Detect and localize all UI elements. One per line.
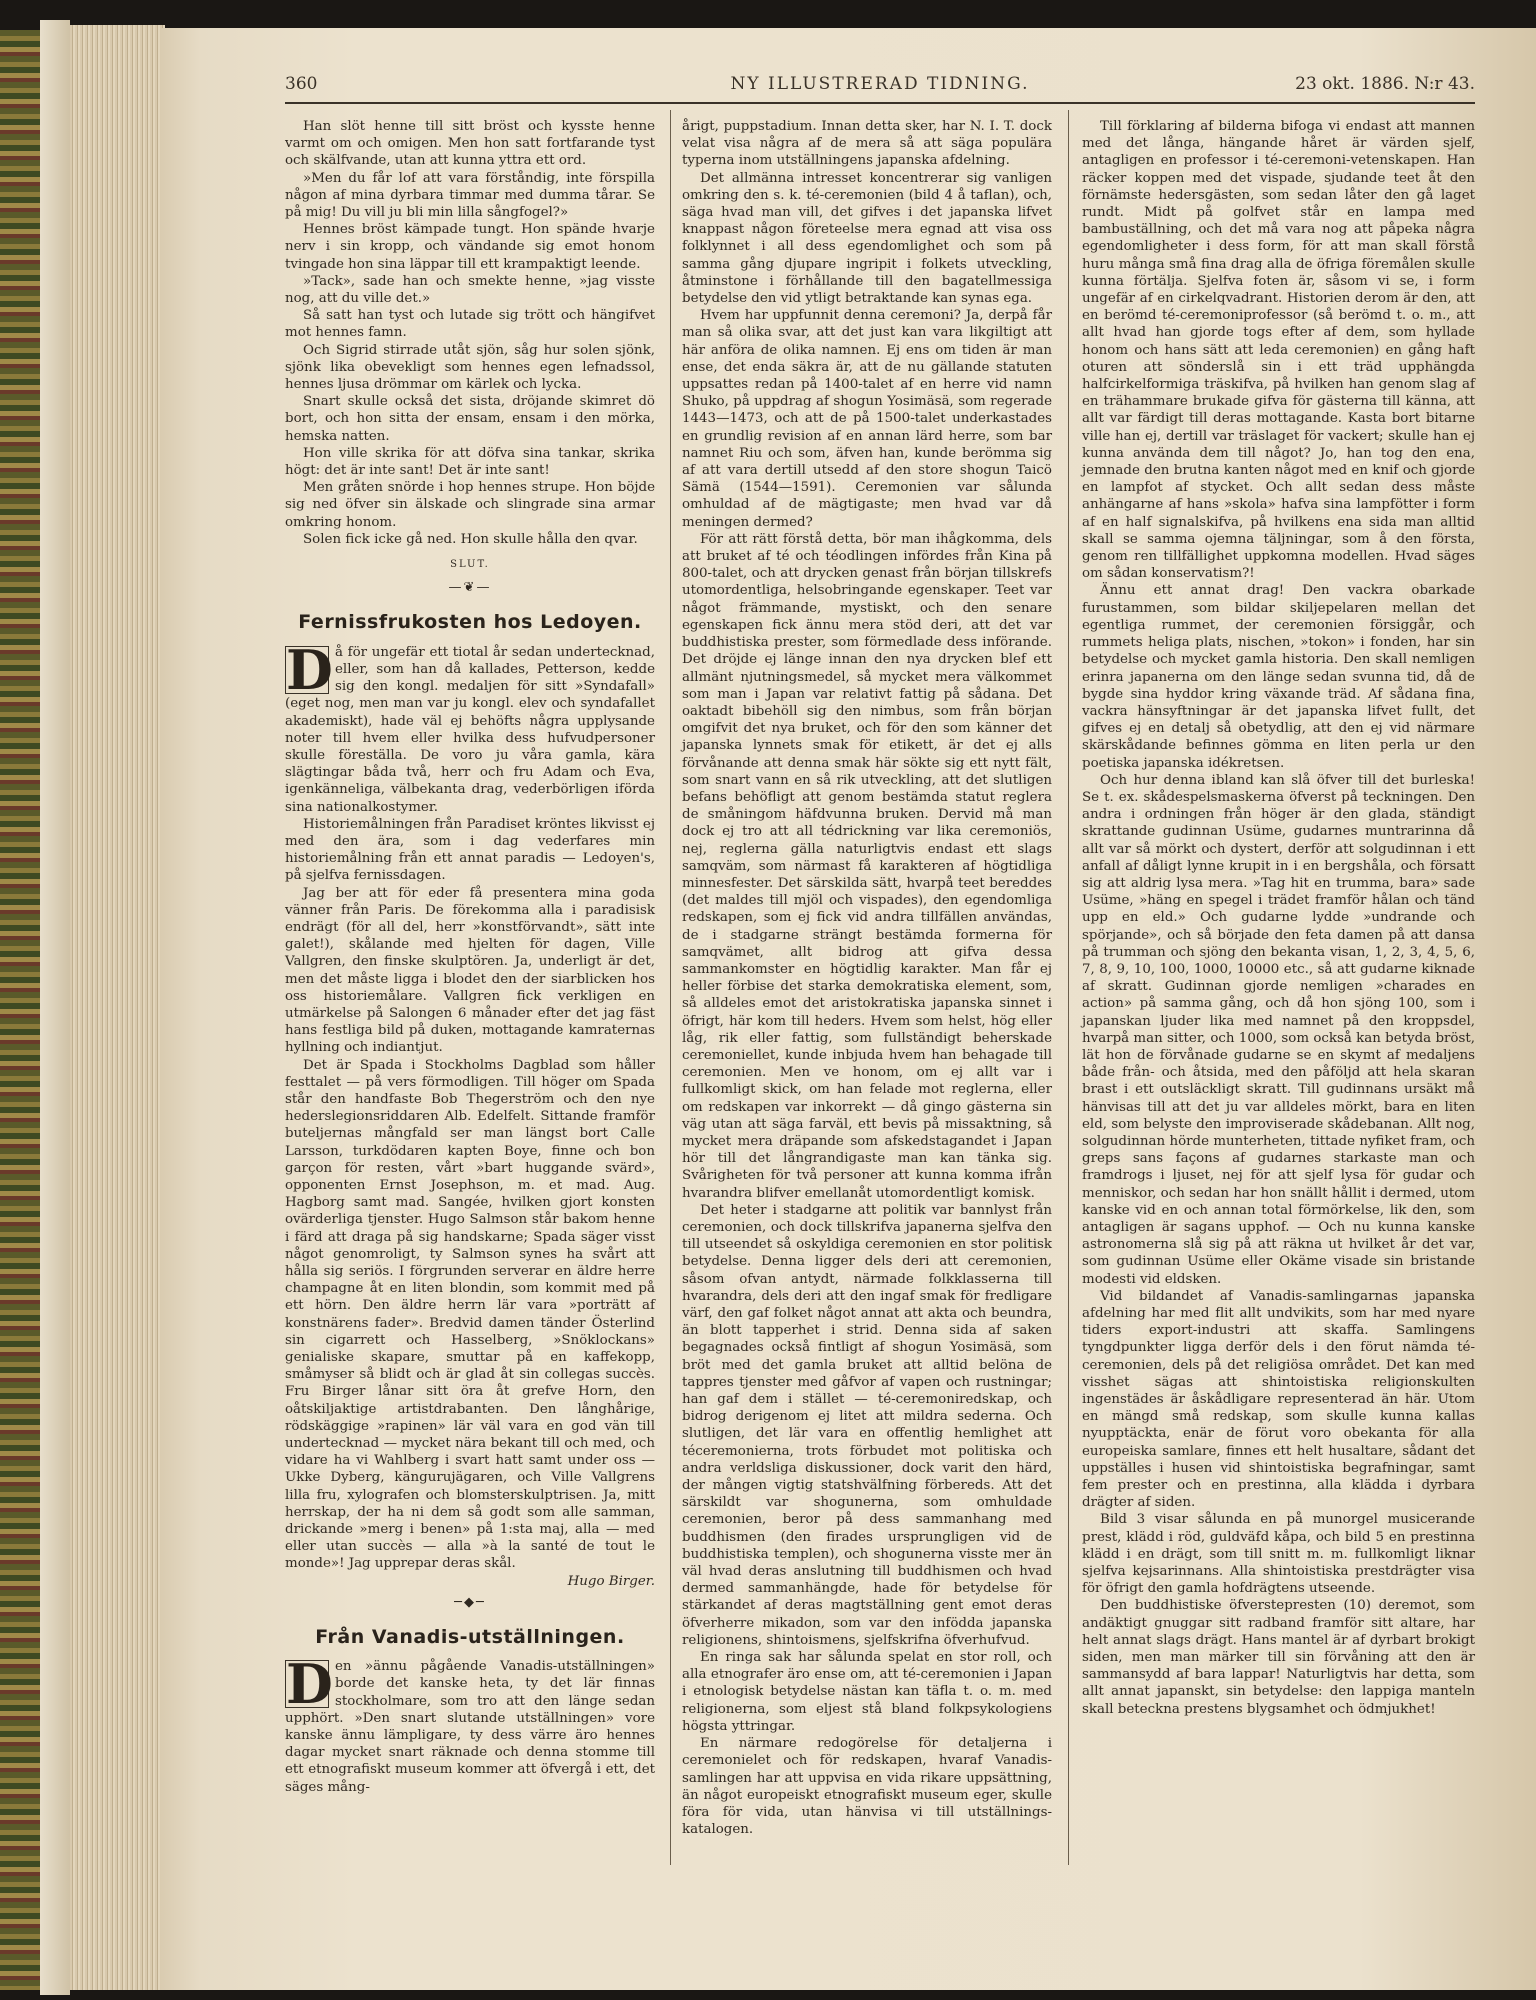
- paragraph: Det allmänna intresset koncentrerar sig vanligen omkring den s. k. té-ceremonien (bild 4 å taflan), och, säga hvad man vill, det gifves i det japanska lifvet knappast någon företeelse mera egnad att visa oss folklynnet i all dess egendomlighet och som på samma gång djupare ingripit i folkets utveckling, åtminstone i förhållande till den bagatellmessiga betydelse den vid ytligt betraktande kan synas ega.: [682, 170, 1052, 307]
- paragraph: Jag ber att för eder få presentera mina goda vänner från Paris. De förekomma alla i paradisisk endrägt (för all del, herr »konstförvandt», sätt inte galet!), skålande med hjelten för dagen, Ville Vallgren, den finske skulptören. Ja, underligt är det, men det måste ligga i blodet den der siarblicken hos oss historiemålare. Vallgren fick verkligen en utmärkelse på Salongen 6 månader efter det jag fäst hans festliga bild på duken, mottagande kamraternas hyllning och indiantjut.: [285, 885, 655, 1056]
- paragraph: Och Sigrid stirrade utåt sjön, såg hur solen sjönk, sjönk lika obevekligt som hennes egen lefnadssol, hennes ljusa drömmar om kärlek och lycka.: [285, 342, 655, 393]
- paragraph: En ringa sak har sålunda spelat en stor roll, och alla etnografer äro ense om, att té-ceremonien i Japan i etnologisk betydelse nästan kan täfla t. o. m. med religionerna, som eljest stå bland folkpsykologiens högsta yttringar.: [682, 1650, 1052, 1734]
- paragraph: »Tack», sade han och smekte henne, »jag visste nog, att du ville det.»: [285, 273, 655, 307]
- paragraph: Ännu ett annat drag! Den vackra obarkade furustammen, som bildar skiljepelaren mellan det egentliga rummet, der ceremonien försiggår, och rummets heliga plats, nischen, »tokon» i fonden, har sin betydelse och mycket gamla historia. Den skall nemligen erinra japanerna om den länge sedan svunna tid, då de bygde sina hyddor kring växande träd. Af sådana fina, vackra hänsyftningar är det japanska lifvet fullt, det gifves ej en detalj så obetydlig, att den ej vid närmare skärskådande befinnes gömma en liten perla ur den poetiska japanska idékretsen.: [1082, 583, 1475, 771]
- paragraph: Snart skulle också det sista, dröjande skimret dö bort, och hon sitta der ensam, ensam i den mörka, hemska natten.: [285, 394, 655, 444]
- paragraph: Till förklaring af bilderna bifoga vi endast att mannen med det långa, hängande håret är värden sjelf, antagligen en professor i té-ceremoni-vetenskapen. Han räcker koppen med det vispade, sjudande teet åt den förnämste hedersgästen, som sedan låter den gå laget rundt. Midt på golfvet står en lampa med bambuställning, och det må vara nog att påpeka några egendomligheter i dess form, för att man skall förstå huru många små fina drag alla de öfriga föremålen skulle kunna förtälja. Sjelfva foten är, såsom vi se, i form ungefär af en cirkelqvadrant. Historien derom är den, att en berömd té-ceremoniprofessor (så berömd t. o. m., att allt hvad han gjorde togs efter af dem, som hyllade honom och hans sätt att leda ceremonien) en gång haft oturen att sönderslå sin i ett träd upphängda halfcirkelformiga träskifva, på hvilken han genom slag af en trähammare brukade gifva för gästerna till känna, att allt var färdigt till deras mottagande. Kasta bort bitarne ville han ej, dertill var träslaget för vackert; skulle han ej kunna använda dem till något? Jo, han tog den ena, jemnade den brutna kanten något med en knif och gjorde en lampfot af stycket. Och allt sedan dess måste anhängarne af hans »skola» hafva sina lampfötter i form af en half signalskifva, på hvilkens ena sida man alltid skall se samma ojemna täljningar, som å den första, genom ren tillfällighet uppkomna modellen. Hvad säges om sådan konservatism?!: [1082, 119, 1475, 582]
- drop-cap: D: [286, 637, 333, 702]
- paragraph: Den buddhistiske öfverstepresten (10) deremot, som andäktigt gnuggar sitt radband framför sitt altare, har helt annat slags drägt. Hans mantel är af dyrbart brokigt siden, men man märker till sin förvåning att den är sammansydd af bara lappar! Naturligtvis har detta, som allt annat japanskt, sin betydelse: den lappiga manteln skall beteckna prestens blygsamhet och ödmjukhet!: [1082, 1598, 1475, 1717]
- story-end-mark: SLUT.: [450, 559, 490, 571]
- article-title: Fernissfrukosten hos Ledoyen.: [298, 611, 642, 634]
- paragraph: Solen fick icke gå ned. Hon skulle hålla den qvar.: [303, 531, 638, 547]
- ornament-divider: ─◆─: [454, 1594, 486, 1610]
- header-rule: [285, 102, 1475, 104]
- page-header: [285, 74, 1475, 98]
- paragraph: Det heter i stadgarne att politik var bannlyst från ceremonien, och dock tillskrifva japanerna sjelfva den till utseendet så oskyldiga ceremonien en stor politisk betydelse. Denna ligger dels deri att ceremonien, såsom ofvan antydt, närmade folkklasserna till hvarandra, dels deri att den ingaf smak för fredligare värf, den gaf folket något annat att akta och beundra, än blott tapperhet i strid. Denna sida af saken begagnades också fintligt af shogun Yosimäsä, som bröt med det gamla bruket att alltid belöna de tappres tjenster med gåfvor af vapen och rustningar; han gaf dem i stället — té-ceremoniredskap, och bidrog derigenom ej litet att mildra sederna. Och slutligen, det lär vara en offentlig hemlighet att téceremonierna, trots förbudet mot politiska och andra verldsliga diskussioner, dock varit den härd, der mången vigtig statshvälfning förbereds. Att det särskildt var shogunerna, som omhuldade ceremonien, beror på dess sammanhang med buddhismen (den firades ursprungligen vid de buddhistiska templen), och shogunerna visste mer än väl hvad deras anslutning till buddhismen och hvad dermed sammanhängde, hade för betydelse för stärkandet af deras magtställning gent emot deras öfverherre mikadon, som var den infödda japanska religionens, shintoismens, sjelfskrifna öfverhufvud.: [682, 1202, 1052, 1648]
- binding-edge: [40, 20, 70, 1995]
- drop-cap: D: [286, 1652, 333, 1717]
- article-title: Från Vanadis-utställningen.: [315, 1626, 625, 1649]
- signature: Hugo Birger.: [567, 1573, 655, 1589]
- paragraph: En närmare redogörelse för detaljerna i ceremonielet och för redskapen, hvaraf Vanadis-samlingen har att uppvisa en vida rikare uppsättning, än något europeiskt etnografiskt museum eger, skulle föra för vida, utan hänvisa vi till utställnings-katalogen.: [682, 1736, 1052, 1838]
- paragraph: Men gråten snörde i hop hennes strupe. Hon böjde sig ned öfver sin älskade och slingrade sina armar omkring honom.: [285, 480, 655, 530]
- paragraph: För att rätt förstå detta, bör man ihågkomma, dels att bruket af té och téodlingen infördes från Kina på 800-talet, och att drycken genast från början tillskrefs utomordentliga, helsobringande egenskaper. Teet var något främmande, mystiskt, och den senare egenskapen fick ännu mera stöd deri, att det var buddhistiska prester, som förmedlade dess införande. Det dröjde ej länge innan den nya drycken blef ett allmänt njutningsmedel, så mycket mera välkommet som man i Japan var relativt fattig på sådana. Det oaktadt bibehöll sig den nimbus, som från början omgifvit det nya bruket, och för den som känner det japanska lynnets smak för etikett, är det ej alls förvånande att denna smak här sökte sig ett nytt fält, som snart vann en så rik utveckling, att det slutligen befans behöfligt att genom bestämda statut reglera de småningom häfdvunna bruken. Dervid må man dock ej tro att all tédrickning var lika ceremoniös, nej, reglerna gälla naturligtvis endast ett slags samqväm, som närmast få karakteren af högtidliga minnesfester. Det särskilda sätt, hvarpå teet bereddes (det maldes till mjöl och vispades), den egendomliga redskapen, som ej fick vid andra tillfällen användas, de i stadgarne strängt bestämda formerna för samqvämet, allt bidrog att gifva dessa sammankomster en högtidlig karakter. Man får ej heller förbise det starka demokratiska element, som, så alldeles emot det aristokratiska japanska sinnet i öfrigt, här kom till heders. Hvem som helst, hög eller låg, rik eller fattig, som fullständigt beherskade ceremoniellet, kunde inbjuda hvem han behagade till ceremonien. Men ve honom, om ej allt var i fullkomligt skick, om han felade mot reglerna, eller om redskapen var inkorrekt — då gingo gästerna sin väg utan att säga farväl, ett bevis på missaktning, så mycket mera dräpande som afskedstagandet i Japan hör till det långrandigaste man kan tänka sig. Svårigheten för två personer att kunna komma ifrån hvarandra blifver emellanåt utomordentligt komisk.: [682, 531, 1052, 1201]
- paragraph: Historiemålningen från Paradiset kröntes likvisst ej med den ära, som i dag vederfares min historiemålning från ett annat paradis — Ledoyen's, på sjelfva fernissdagen.: [285, 816, 655, 884]
- column-3: [1082, 118, 1475, 1718]
- paragraph: Och hur denna ibland kan slå öfver till det burleska! Se t. ex. skådespelsmaskerna öfverst på teckningen. Den andra i ordningen från höger är den glada, ständigt skrattande gudinnan Usüme, gudarnes muntrarinna då allt var så mörkt och dystert, derför att solgudinnan i ett anfall af dåligt lynne krupit in i en bergshåla, och försatt sig att aldrig lysa mera. »Tag hit en trumma, bara» sade Usüme, »häng en spegel i trädet framför hålan och tänd upp en eld.» Och gudarne lydde »undrande och spörjande», och så började den feta damen på att dansa på trumman och sjöng den bekanta visan, 1, 2, 3, 4, 5, 6, 7, 8, 9, 10, 100, 1000, 10000 etc., så att gudarne kiknade af skratt. Gudinnan gjorde nemligen »charades en action» på samma gång, och då hon sjöng 100, som i japanskan ljuder lika med namnet på den kroppsdel, hvarpå man sitter, och 1000, som också kan betyda bröst, lät hon de förvånade gudarne se en skymt af medaljens både från- och åtsida, med den påföljd att hela skaran brast i ett outsläckligt skratt. Till gudinnans ursäkt må hänvisas till att det ju var alldeles mörkt, bara en liten eld, som belyste den improviserade skådebanan. Allt nog, solgudinnan hörde munterheten, tittade nyfiket fram, och greps sans façons af gudarnes starkaste man och framdrogs i ljuset, nej för att sjelf lysa för gudar och menniskor, och sedan har hon snällt hållit i dermed, utom kanske vid en och annan total förmörkelse, lik den, som antagligen är sagans upphof. — Och nu kunna kanske astronomerna slå sig på att räkna ut hvilket år det var, som gudinnan Usüme eller Okäme visade sin bristande modesti vid eldsken.: [1082, 772, 1475, 1287]
- article-lead: D å för ungefär ett tiotal år sedan undertecknad, eller, som han då kallades, Petterson, kedde sig den kongl. medaljen för sitt »Syndafall» (eget nog, men man var ju kongl. elev och syndafallet akademiskt), hade väl ej behöfts några upplysande noter till hvem eller hvilka dess hufvudpersoner skulle föreställa. De voro ju våra gamla, kära slägtingar båda två, herr och fru Adam och Eva, igenkänneliga, välbekanta drag, vederbörligen iförda sina nationalkostymer.: [285, 637, 655, 815]
- paragraph: Hvem har uppfunnit denna ceremoni? Ja, derpå får man så olika svar, att det just kan vara likgiltigt att här anföra de olika namnen. Ej ens om tiden är man ense, det enda säkra är, att de nu gällande statuten uppsattes redan på 1400-talet af en herre vid namn Shuko, på uppdrag af shogun Yosimäsä, som regerade 1443—1473, och att de på 1500-talet underkastades en grundlig revision af en annan lärd herre, som bar namnet Riu och som, äfven han, kunde berömma sig af att vara dertill utsedd af den store shogun Taicö Sämä (1544—1591). Ceremonien var sålunda omhuldad af de mägtigaste; men hvad var då meningen dermed?: [682, 308, 1052, 530]
- paragraph: Det är Spada i Stockholms Dagblad som håller festtalet — på vers förmodligen. Till höger om Spada står den handfaste Bob Thegerström och den nye hederslegionsriddaren Alb. Edelfelt. Sittande framför buteljernas mångfald ser man längst bort Calle Larsson, turkdödaren kapten Boye, finne och bon garçon för resten, vårt »bart huggande svärd», opponenten Ernst Josephson, m. et mad. Aug. Hagborg samt mad. Sangée, hvilken gjort konsten ovärderliga tjenster. Hugo Salmson står bakom henne i färd att draga på sig handskarne; Spada säger visst något genomroligt, ty Salmson synes ha svårt att hålla sig seriös. I förgrunden serverar en äldre herre champagne åt en liten blondin, som kommit med på ett hörn. Den äldre herrn lär vara »porträtt af konstnärens fader». Bredvid damen tänder Österlind sin cigarrett och Hasselberg, »Snöklockans» genialiske skapare, smuttar på en kaffekopp, småmyser så blidt och är glad åt sin collegas succès. Fru Birger lånar sitt öra åt grefve Horn, den oåtskiljaktige artistdrabanten. Den långhårige, rödskäggige »rapinen» lär väl vara en god vän till undertecknad — mycket nära bekant till och med, och vidare ha vi Wahlberg i svart hatt samt under oss — Ukke Dyberg, kängurujägaren, och Ville Vallgrens lilla fru, xylografen och blomsterskulptrisen. Ja, mitt herrskap, der ha ni dem så godt som alle samman, drickande »merg i benen» på 1:sta maj, alla — med eller utan succès — alla »à la santé de tout le monde»! Jag upprepar deras skål.: [285, 1057, 655, 1572]
- paragraph: Vid bildandet af Vanadis-samlingarnas japanska afdelning har med flit allt undvikits, som har med nyare tiders export-industri att skaffa. Samlingens tyngdpunkter ligga derför dels i den förut nämda té-ceremonien, dels på det religiösa området. Det kan med visshet sägas att shintoistiska religionskulten ingenstädes är åskådligare representerad än här. Utom en mängd små redskap, som skulle kunna kallas nyupptäckta, enär de förut voro obekanta för alla europeiska samlare, finnes ett helt husaltare, sådant det uppställes i husen vid shintoistiska begrafningar, samt fem prester och en prestinna, alla klädda i dyrbara drägter af siden.: [1082, 1288, 1475, 1511]
- column-2: [682, 118, 1052, 1838]
- masthead: NY ILLUSTRERAD TIDNING.: [730, 74, 1030, 94]
- column-divider: [670, 110, 671, 1865]
- book-spine: [0, 30, 40, 1990]
- paragraph: Han slöt henne till sitt bröst och kysste henne varmt om och omigen. Men hon satt fortfarande tyst och skälfvande, utan att kunna yttra ett ord.: [285, 119, 655, 169]
- page-number: 360: [285, 74, 318, 94]
- paragraph: årigt, puppstadium. Innan detta sker, har N. I. T. dock velat visa några af de mera så att säga populära typerna inom utställningens japanska afdelning.: [682, 119, 1052, 169]
- column-divider: [1068, 110, 1069, 1865]
- article-body: [285, 816, 655, 1573]
- paragraph: »Men du får lof att vara förståndig, inte förspilla någon af mina dyrbara timmar med dumma tårar. Se på mig! Du vill ju bli min lilla sångfogel?»: [285, 170, 655, 221]
- page-edges: [70, 25, 165, 1990]
- paragraph: Bild 3 visar sålunda en på munorgel musicerande prest, klädd i röd, guldväfd kåpa, och bild 5 en prestinna klädd i en drägt, som till snitt m. m. fullkomligt liknar sjelfva kejsarinnans. Alla shintoistiska prestdrägter visa för öfrigt den gamla hofdrägtens utseende.: [1082, 1512, 1475, 1597]
- paragraph: Hon ville skrika för att döfva sina tankar, skrika högt: det är inte sant! Det är inte sant!: [285, 445, 655, 479]
- issue-date: 23 okt. 1886. N:r 43.: [1295, 74, 1475, 94]
- paragraph: Hennes bröst kämpade tungt. Hon spände hvarje nerv i sin kropp, och vändande sig emot honom tvingade hon sina läppar till ett krampaktigt leende.: [285, 222, 655, 272]
- ornament-divider: —❦—: [448, 580, 492, 596]
- article-lead: D en »ännu pågående Vanadis-utställningen» borde det kanske heta, ty det lär finnas stockholmare, som tro att den länge sedan upphört. »Den snart slutande utställningen» vore kanske ännu lämpligare, ty dess värre äro hennes dagar mycket snart räknade och denna stomme till ett etnografiskt museum kommer att öfvergå i ett, det säges mång-: [285, 1652, 655, 1795]
- column-1: [285, 118, 655, 1796]
- paragraph: Så satt han tyst och lutade sig trött och hängifvet mot hennes famn.: [285, 308, 655, 341]
- story-ending: [285, 118, 655, 548]
